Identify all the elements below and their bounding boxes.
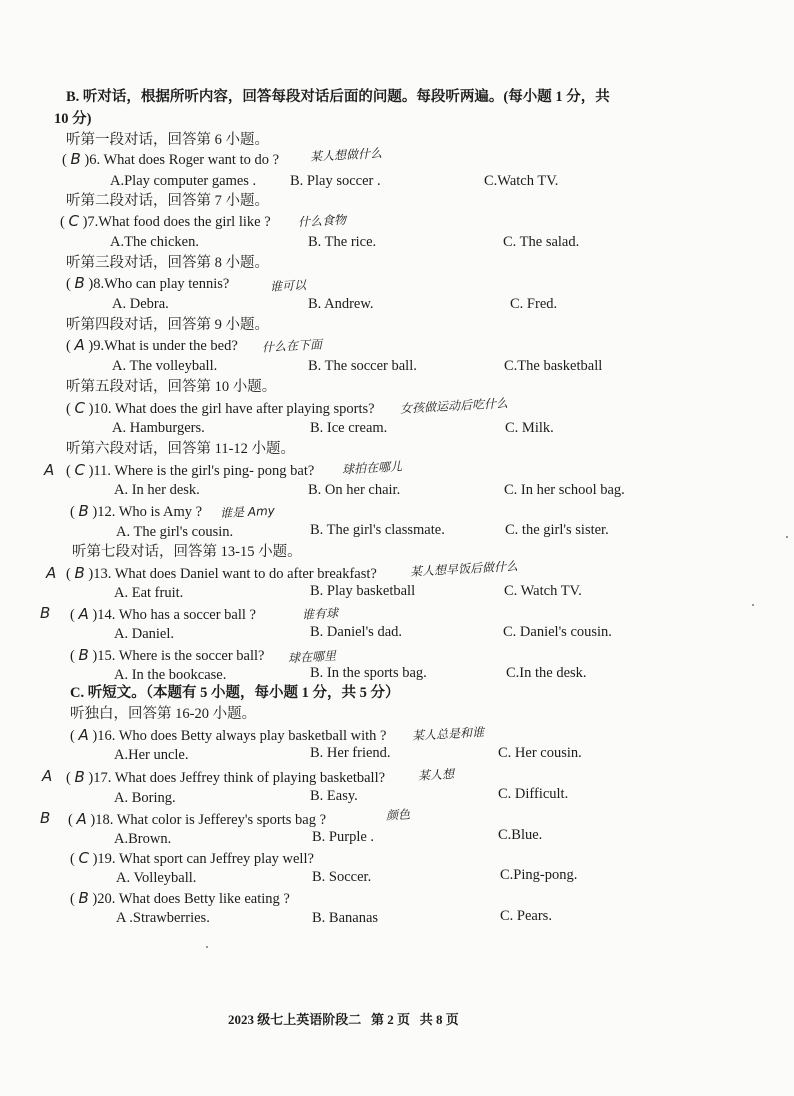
q20-option-a: A .Strawberries. xyxy=(116,910,210,926)
question-19-text: 19. What sport can Jeffrey play well? xyxy=(97,851,314,867)
handwritten-note-9: 什么在下面 xyxy=(261,337,323,355)
question-12-text: 12. Who is Amy ? xyxy=(97,504,203,520)
handwritten-note-13: 某人想早饭后做什么 xyxy=(409,559,519,579)
q12-option-c: C. the girl's sister. xyxy=(505,522,609,538)
question-9-text: 9.What is under the bed? xyxy=(93,338,238,354)
q13-option-b: B. Play basketball xyxy=(310,583,416,599)
q16-option-a: A.Her uncle. xyxy=(114,747,189,763)
q11-option-b: B. On her chair. xyxy=(308,482,401,498)
q8-option-a: A. Debra. xyxy=(112,296,169,312)
question-15: ( B )15. Where is the soccer ball? xyxy=(70,646,265,664)
handwritten-note-7: 什么食物 xyxy=(297,212,347,230)
answer-17: B xyxy=(74,768,85,786)
handwritten-mark-11: A xyxy=(44,461,55,479)
q16-option-b: B. Her friend. xyxy=(310,745,391,761)
q10-option-b: B. Ice cream. xyxy=(310,420,388,436)
question-10-text: 10. What does the girl have after playing sports? xyxy=(93,401,375,417)
q7-option-b: B. The rice. xyxy=(308,234,377,250)
q11-option-a: A. In her desk. xyxy=(114,482,200,498)
answer-6: B xyxy=(70,150,81,168)
question-20-text: 20. What does Betty like eating ? xyxy=(97,891,290,907)
question-8-text: 8.Who can play tennis? xyxy=(93,276,230,292)
handwritten-note-8: 谁可以 xyxy=(269,278,307,294)
handwritten-note-15: 球在哪里 xyxy=(287,648,337,666)
instruction-dialogue-2: 听第二段对话，回答第 7 小题。 xyxy=(66,193,269,209)
q18-option-b: B. Purple . xyxy=(312,829,375,845)
q20-option-c: C. Pears. xyxy=(500,908,552,924)
q12-option-a: A. The girl's cousin. xyxy=(116,524,234,540)
handwritten-note-14: 谁有球 xyxy=(301,606,339,622)
answer-19: C xyxy=(78,849,89,867)
q10-option-a: A. Hamburgers. xyxy=(112,420,205,436)
question-6: ( B )6. What does Roger want to do ? xyxy=(62,150,280,168)
q8-option-c: C. Fred. xyxy=(510,296,558,312)
q7-option-c: C. The salad. xyxy=(503,234,580,250)
answer-16: A xyxy=(78,726,89,744)
handwritten-note-17: 某人想 xyxy=(417,767,455,783)
handwritten-mark-17: A xyxy=(42,767,53,785)
q15-option-b: B. In the sports bag. xyxy=(310,665,427,681)
footer-page-number: 2 xyxy=(387,1012,394,1027)
scan-speck xyxy=(752,604,754,606)
question-19: ( C )19. What sport can Jeffrey play well? xyxy=(70,849,314,867)
q10-option-c: C. Milk. xyxy=(505,420,554,436)
scan-speck xyxy=(206,946,208,948)
answer-10: C xyxy=(74,399,85,417)
answer-7: C xyxy=(68,212,79,230)
answer-14: A xyxy=(78,605,89,623)
question-14: ( A )14. Who has a soccer ball ? xyxy=(70,605,256,623)
q19-option-b: B. Soccer. xyxy=(312,869,372,885)
q13-option-c: C. Watch TV. xyxy=(504,583,582,599)
handwritten-note-12: 谁是 Amy xyxy=(219,503,276,521)
question-11-text: 11. Where is the girl's ping- pong bat? xyxy=(93,463,315,479)
q17-option-b: B. Easy. xyxy=(310,788,358,804)
section-b-heading-line1: B. 听对话，根据所听内容，回答每段对话后面的问题。每段听两遍。(每小题 1 分，共 xyxy=(66,89,610,105)
question-6-text: 6. What does Roger want to do ? xyxy=(89,152,280,168)
answer-15: B xyxy=(78,646,89,664)
q6-option-b: B. Play soccer . xyxy=(290,173,381,189)
q17-option-a: A. Boring. xyxy=(114,790,176,806)
question-18: ( A )18. What color is Jefferey's sports bag ? xyxy=(68,810,326,828)
question-17-text: 17. What does Jeffrey think of playing basketball? xyxy=(93,770,386,786)
instruction-dialogue-7: 听第七段对话，回答第 13-15 小题。 xyxy=(72,544,302,560)
q19-option-a: A. Volleyball. xyxy=(116,870,197,886)
question-7: ( C )7.What food does the girl like ? xyxy=(60,212,271,230)
q15-option-c: C.In the desk. xyxy=(506,665,587,681)
handwritten-mark-13: A xyxy=(46,564,57,582)
handwritten-note-11: 球拍在哪儿 xyxy=(341,459,403,477)
q19-option-c: C.Ping-pong. xyxy=(500,867,578,883)
instruction-monologue: 听独白，回答第 16-20 小题。 xyxy=(70,706,257,722)
footer-page-label: 第 xyxy=(371,1012,385,1027)
q12-option-b: B. The girl's classmate. xyxy=(310,522,445,538)
question-14-text: 14. Who has a soccer ball ? xyxy=(97,607,256,623)
q14-option-a: A. Daniel. xyxy=(114,626,174,642)
q17-option-c: C. Difficult. xyxy=(498,786,569,802)
question-16-text: 16. Who does Betty always play basketball with ? xyxy=(97,728,387,744)
q9-option-c: C.The basketball xyxy=(504,358,603,374)
q6-option-c: C.Watch TV. xyxy=(484,173,559,189)
question-18-text: 18. What color is Jefferey's sports bag ? xyxy=(95,812,326,828)
answer-12: B xyxy=(78,502,89,520)
question-13: ( B )13. What does Daniel want to do after breakfast? xyxy=(66,564,377,582)
q9-option-b: B. The soccer ball. xyxy=(308,358,417,374)
q20-option-b: B. Bananas xyxy=(312,910,379,926)
q7-option-a: A.The chicken. xyxy=(110,234,199,250)
scan-speck xyxy=(786,536,788,538)
answer-9: A xyxy=(74,336,85,354)
answer-13: B xyxy=(74,564,85,582)
handwritten-mark-14: B xyxy=(40,604,51,622)
question-12: ( B )12. Who is Amy ? xyxy=(70,502,203,520)
q13-option-a: A. Eat fruit. xyxy=(114,585,184,601)
q15-option-a: A. In the bookcase. xyxy=(114,667,227,683)
instruction-dialogue-6: 听第六段对话，回答第 11-12 小题。 xyxy=(66,441,296,457)
section-b-heading-line2: 10 分) xyxy=(54,111,92,127)
q8-option-b: B. Andrew. xyxy=(308,296,374,312)
q14-option-b: B. Daniel's dad. xyxy=(310,624,403,640)
answer-18: A xyxy=(76,810,87,828)
question-10: ( C )10. What does the girl have after playing sports? xyxy=(66,399,375,417)
question-13-text: 13. What does Daniel want to do after breakfast? xyxy=(93,566,377,582)
handwritten-mark-18: B xyxy=(40,809,51,827)
question-9: ( A )9.What is under the bed? xyxy=(66,336,238,354)
q6-option-a: A.Play computer games . xyxy=(110,173,257,189)
question-16: ( A )16. Who does Betty always play basketball with ? xyxy=(70,726,387,744)
question-15-text: 15. Where is the soccer ball? xyxy=(97,648,265,664)
handwritten-note-16: 某人总是和谁 xyxy=(411,725,485,743)
instruction-dialogue-4: 听第四段对话，回答第 9 小题。 xyxy=(66,317,269,333)
question-20: ( B )20. What does Betty like eating ? xyxy=(70,889,290,907)
q9-option-a: A. The volleyball. xyxy=(112,358,218,374)
question-8: ( B )8.Who can play tennis? xyxy=(66,274,230,292)
instruction-dialogue-5: 听第五段对话，回答第 10 小题。 xyxy=(66,379,277,395)
handwritten-note-18: 颜色 xyxy=(385,807,411,823)
q14-option-c: C. Daniel's cousin. xyxy=(503,624,612,640)
footer-page-unit: 页 xyxy=(397,1012,411,1027)
q11-option-c: C. In her school bag. xyxy=(504,482,625,498)
question-7-text: 7.What food does the girl like ? xyxy=(87,214,271,230)
footer-exam-title: 2023 级七上英语阶段二 xyxy=(228,1012,362,1027)
instruction-dialogue-1: 听第一段对话，回答第 6 小题。 xyxy=(66,132,269,148)
q18-option-a: A.Brown. xyxy=(114,831,172,847)
question-11: ( C )11. Where is the girl's ping- pong bat? xyxy=(66,461,315,479)
question-17: ( B )17. What does Jeffrey think of playing basketball? xyxy=(66,768,386,786)
footer-total-pages: 共 8 页 xyxy=(419,1012,459,1027)
page-footer xyxy=(228,1012,459,1028)
instruction-dialogue-3: 听第三段对话，回答第 8 小题。 xyxy=(66,255,269,271)
answer-8: B xyxy=(74,274,85,292)
handwritten-note-10: 女孩做运动后吃什么 xyxy=(399,396,509,416)
section-c-heading: C. 听短文。（本题有 5 小题，每小题 1 分，共 5 分） xyxy=(70,685,400,701)
q16-option-c: C. Her cousin. xyxy=(498,745,582,761)
answer-11: C xyxy=(74,461,85,479)
q18-option-c: C.Blue. xyxy=(498,827,543,843)
answer-20: B xyxy=(78,889,89,907)
handwritten-note-6: 某人想做什么 xyxy=(309,146,383,164)
